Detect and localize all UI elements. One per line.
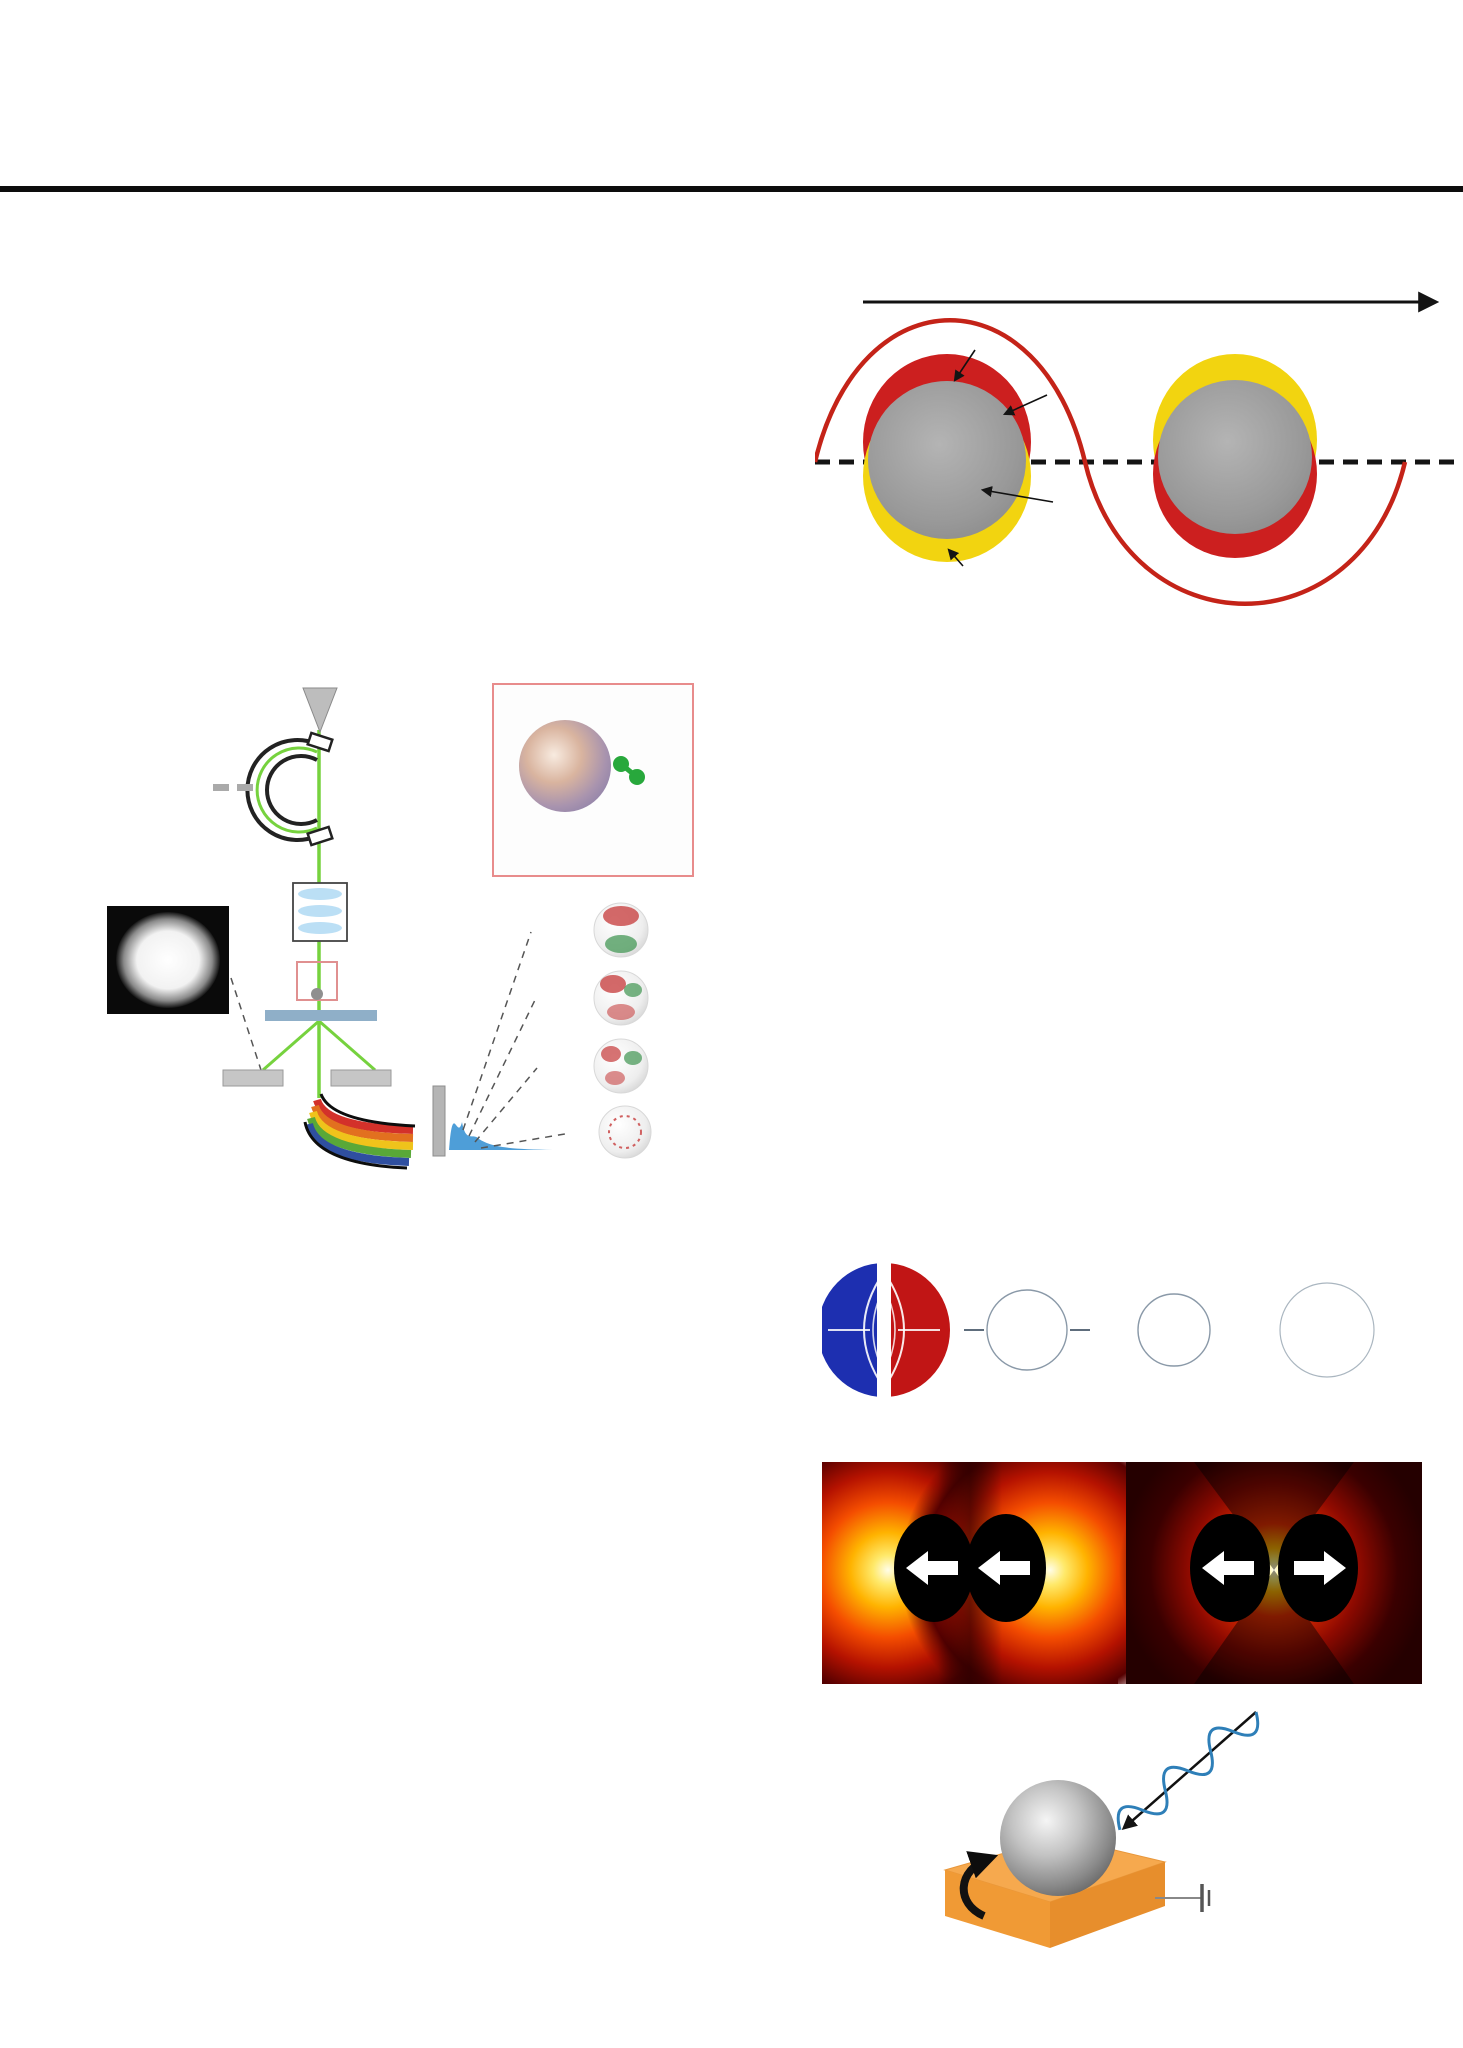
plasmoelectric-figure bbox=[940, 1702, 1300, 2002]
mode-link-lines bbox=[463, 932, 565, 1148]
hexapole-mode-graphic bbox=[1138, 1294, 1210, 1366]
scattered-beam-right bbox=[319, 1021, 375, 1070]
dipole-field-inset bbox=[493, 684, 693, 876]
nanoparticle-sphere-left bbox=[863, 354, 1031, 562]
haadf-detector-left bbox=[223, 1070, 283, 1086]
lens-2 bbox=[298, 905, 342, 917]
haadf-link-line bbox=[231, 978, 261, 1070]
mode-10-sphere bbox=[599, 1106, 651, 1158]
eels-spectrometer-icon bbox=[305, 1094, 415, 1168]
clean-energy-institute-logo bbox=[1052, 38, 1184, 154]
mode-3-sphere bbox=[594, 1039, 648, 1093]
electron-gun-icon bbox=[303, 688, 337, 732]
eel-maps-figure bbox=[822, 1462, 1422, 1684]
eels-instrument-schematic bbox=[65, 678, 700, 1178]
sample-particle bbox=[311, 988, 323, 1000]
quadrupole-mode-graphic bbox=[964, 1290, 1090, 1370]
dipole-mode-graphic bbox=[822, 1263, 950, 1397]
lens-1 bbox=[298, 888, 342, 900]
ccd-camera-icon bbox=[433, 1086, 445, 1156]
scattered-beam-left bbox=[263, 1021, 319, 1070]
haadf-detector-right bbox=[331, 1070, 391, 1086]
substrate-bar bbox=[265, 1010, 377, 1021]
lens-3 bbox=[298, 922, 342, 934]
mode-2-sphere bbox=[594, 971, 648, 1025]
plasmon-oscillation-figure bbox=[815, 262, 1463, 612]
probe-dumbbell-a bbox=[613, 756, 629, 772]
header-divider bbox=[0, 186, 1463, 192]
nanoparticle-sphere-right bbox=[1153, 354, 1317, 558]
metal-nanoparticle bbox=[1000, 1780, 1116, 1896]
multipole-modes-figure bbox=[822, 1210, 1422, 1425]
sun-starburst-icon bbox=[1052, 38, 1168, 154]
inset-nanoparticle bbox=[519, 720, 611, 812]
eel-map-antibonding bbox=[1119, 1462, 1422, 1684]
haadf-particle bbox=[116, 912, 220, 1008]
l10-mode-graphic bbox=[1280, 1283, 1374, 1377]
probe-dumbbell-b bbox=[629, 769, 645, 785]
mode-1-sphere bbox=[594, 903, 648, 957]
monochromator-icon bbox=[213, 733, 332, 845]
